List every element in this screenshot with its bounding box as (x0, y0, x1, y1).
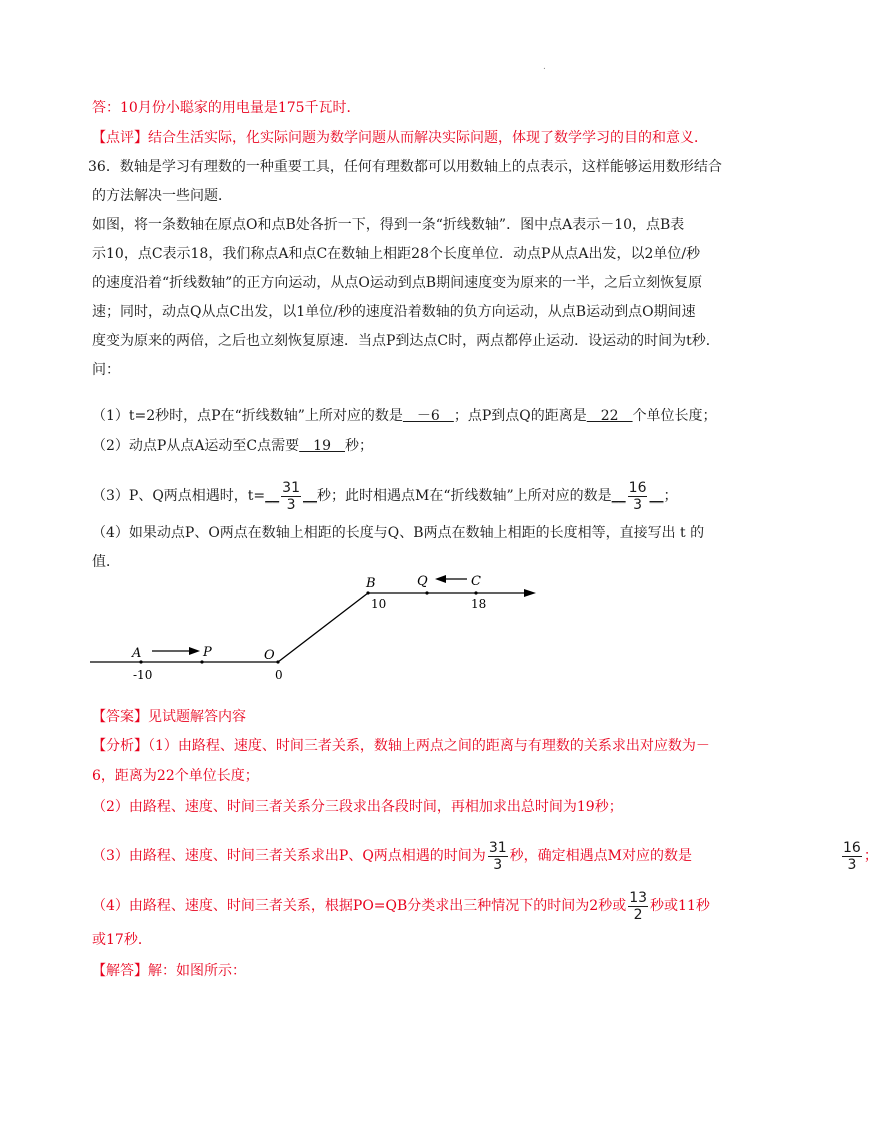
analysis-line-3: （2）由路程、速度、时间三者关系分三段求出各段时间，再相加求出总时间为19秒； (92, 799, 623, 815)
label-A: A (132, 646, 142, 661)
fraction-denominator: 2 (633, 906, 643, 923)
fraction-numerator: 31 (488, 839, 507, 856)
fraction-denominator: 3 (286, 496, 296, 513)
label-C: C (471, 574, 481, 589)
question-3: （3）P、Q两点相遇时，t=__ $\frac{31}{3}$ __秒；此时相遇点M在“折线数轴”上所对应的数是__ $\frac{16}{3}$ __； (92, 479, 678, 513)
point-O (276, 660, 279, 663)
q1-text-c: 个单位长度； (632, 408, 717, 424)
analysis-3-text-b: 秒，确定相遇点M对应的数是 (509, 848, 692, 864)
comment-line (92, 128, 712, 148)
q3-fraction-point (628, 480, 648, 513)
analysis-4-text-a: （4）由路程、速度、时间三者关系，根据PO=QB分类求出三种情况下的时间为2秒或 (92, 898, 627, 914)
q2-text-a: （2）动点P从点A运动至C点需要 (92, 438, 300, 454)
tick-label-B: 10 (371, 597, 387, 611)
tick-label-O: 0 (275, 668, 283, 682)
arrow-P-head (189, 647, 200, 655)
solution-label: 【解答】 (92, 963, 148, 979)
point-C (474, 591, 477, 594)
tick-label-C: 18 (471, 597, 487, 611)
problem-para-3: 的速度沿着“折线数轴”的正方向运动，从点O运动到点B期间速度变为原来的一半，之后立刻恢复原 (92, 275, 703, 291)
analysis-3-text-c: ； (863, 848, 878, 864)
question-1 (92, 406, 717, 426)
point-P (200, 660, 203, 663)
solution-text: 解：如图所示： (148, 963, 246, 979)
fraction-numerator: 31 (282, 479, 300, 496)
previous-answer: 答：10月份小聪家的用电量是175千瓦时． (92, 100, 361, 116)
analysis-line-1 (92, 736, 712, 756)
q3-text-a: （3）P、Q两点相遇时，t= (92, 488, 266, 504)
problem-para-6: 问： (92, 362, 120, 378)
fraction-denominator: 3 (493, 856, 503, 873)
q3-text-c: ； (663, 488, 678, 504)
label-P: P (203, 645, 212, 660)
q1-text-b: ；点P到点Q的距离是 (453, 408, 587, 424)
label-B: B (366, 576, 376, 591)
question-4-line-2: 值． (92, 554, 120, 570)
analysis-fraction-time (488, 840, 508, 873)
analysis-line-4 (92, 838, 878, 874)
problem-para-4: 速；同时，动点Q从点C出发，以1单位/秒的速度沿着数轴的负方向运动，从点B运动到点O期间速 (92, 304, 696, 320)
tick-label-A: -10 (133, 668, 153, 682)
q1-answer-blank-1: －6 (402, 408, 454, 424)
analysis-fraction-point (842, 840, 862, 873)
q3-text-b: 秒；此时相遇点M在“折线数轴”上所对应的数是 (317, 488, 612, 504)
problem-number: 36． (88, 159, 120, 175)
problem-intro-text: 数轴是学习有理数的一种重要工具，任何有理数都可以用数轴上的点表示，这样能够运用数形结合 (119, 159, 722, 175)
problem-intro-1 (88, 157, 722, 177)
problem-para-1: 如图，将一条数轴在原点O和点B处各折一下，得到一条“折线数轴”．图中点A表示－10，点B表 (92, 217, 685, 233)
q1-answer-blank-2: 22 (586, 408, 633, 424)
point-B (366, 591, 369, 594)
question-4-line-1: （4）如果动点P、O两点在数轴上相距的长度与Q、B两点在数轴上相距的长度相等，直接写出 t 的 (92, 525, 705, 541)
analysis-label: 【分析】 (92, 738, 148, 754)
axis-arrow-head (524, 589, 536, 597)
analysis-3-text-a: （3）由路程、速度、时间三者关系求出P、Q两点相遇的时间为 (92, 848, 486, 864)
analysis-line-6: 或17秒． (92, 932, 152, 948)
axis-folded-segment (278, 593, 368, 662)
comment-label: 【点评】 (92, 130, 148, 146)
fraction-numerator: 16 (628, 479, 647, 496)
problem-intro-2: 的方法解决一些问题． (92, 188, 232, 204)
point-Q (425, 591, 428, 594)
question-2 (92, 436, 712, 456)
label-Q: Q (417, 574, 428, 589)
label-O: O (264, 648, 275, 663)
fraction-numerator: 13 (629, 889, 648, 906)
corner-dot: . (543, 62, 546, 72)
problem-para-5: 度变为原来的两倍，之后也立刻恢复原速．当点P到达点C时，两点都停止运动．设运动的时间为t秒． (92, 333, 720, 349)
fraction-numerator: 16 (842, 839, 861, 856)
folded-number-line-figure (90, 570, 550, 685)
answer-text: 见试题解答内容 (148, 709, 246, 725)
answer-line (92, 707, 712, 727)
q2-answer-blank: 19 (299, 438, 345, 454)
analysis-line-5 (92, 888, 712, 924)
problem-para-2: 示10，点C表示18，我们称点A和点C在数轴上相距28个长度单位．动点P从点A出发，以2单位/秒 (92, 246, 701, 262)
q3-fraction-time (281, 480, 301, 513)
q1-text-a: （1）t=2秒时，点P在“折线数轴”上所对应的数是 (92, 408, 403, 424)
analysis-line-2: 6，距离为22个单位长度； (92, 768, 259, 784)
answer-label: 【答案】 (92, 709, 148, 725)
analysis-text-1: （1）由路程、速度、时间三者关系，数轴上两点之间的距离与有理数的关系求出对应数为－ (148, 738, 710, 754)
fraction-denominator: 3 (633, 496, 643, 513)
q2-text-b: 秒； (344, 438, 373, 454)
fraction-denominator: 3 (847, 856, 857, 873)
analysis-fraction-13-2 (628, 890, 648, 923)
arrow-Q-head (435, 575, 446, 583)
comment-text: 结合生活实际，化实际问题为数学问题从而解决实际问题，体现了数学学习的目的和意义． (148, 130, 708, 146)
solution-line (92, 961, 712, 981)
analysis-4-text-b: 秒或11秒 (650, 898, 710, 914)
